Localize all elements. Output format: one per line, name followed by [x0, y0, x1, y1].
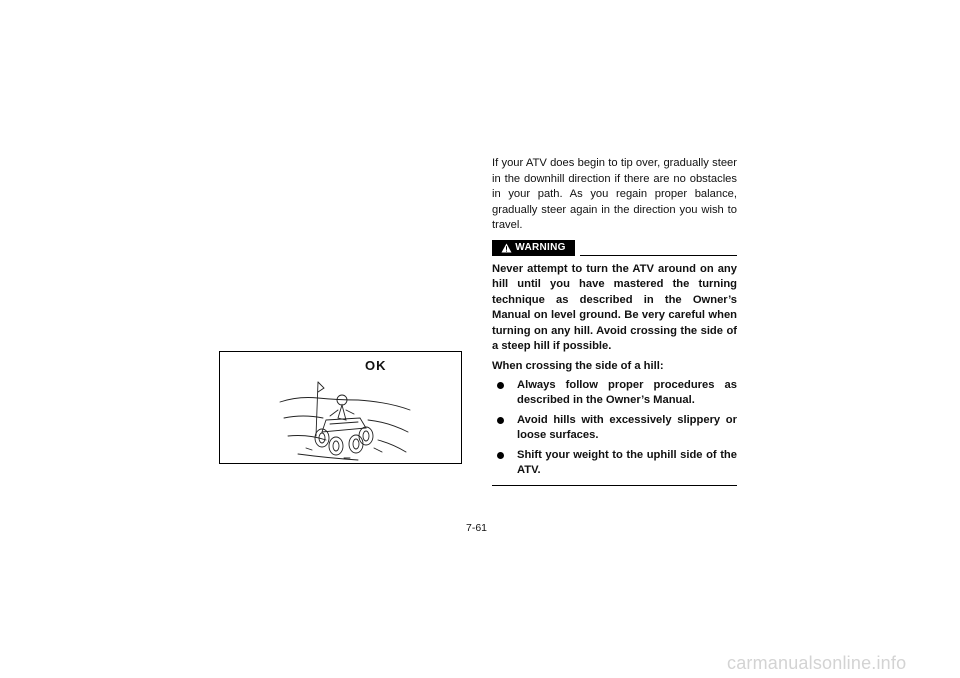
- intro-paragraph: If your ATV does begin to tip over, gradually steer in the downhill direction if there are no obstacles in your path. As you regain proper balance, gradually steer again in the direction you wish to travel.: [492, 157, 737, 231]
- illustration-box: [219, 351, 462, 464]
- warning-header: [492, 240, 737, 257]
- warning-end-divider: [492, 485, 737, 486]
- bullet-list: [492, 378, 737, 479]
- warning-triangle-icon: [501, 243, 512, 253]
- warning-text: Never attempt to turn the ATV around on any hill until you have mastered the turning technique as described in the Owner’s Manual on level ground. Be very careful when turning on any hill. Avoid crossing the side of a steep hill if possible.: [492, 262, 737, 353]
- list-intro: When crossing the side of a hill:: [492, 360, 664, 373]
- page-number: 7-61: [466, 522, 488, 534]
- bullet-icon: [497, 382, 504, 389]
- warning-badge: [492, 240, 575, 256]
- bullet-icon: [497, 417, 504, 424]
- warning-label: WARNING: [515, 241, 566, 253]
- list-item: [492, 413, 737, 444]
- warning-divider: [580, 255, 737, 256]
- watermark-text: carmanualsonline.info: [727, 653, 907, 673]
- text-column: [492, 156, 737, 486]
- list-item-text: Always follow proper procedures as described in the Owner’s Manual.: [517, 378, 737, 407]
- list-item-text: Avoid hills with excessively slippery or loose surfaces.: [517, 413, 737, 442]
- list-item-text: Shift your weight to the uphill side of the ATV.: [517, 448, 737, 477]
- list-item: [492, 448, 737, 479]
- atv-rider-illustration: [278, 374, 412, 462]
- figure-caption: OK: [365, 358, 387, 373]
- list-item: [492, 378, 737, 409]
- bullet-icon: [497, 452, 504, 459]
